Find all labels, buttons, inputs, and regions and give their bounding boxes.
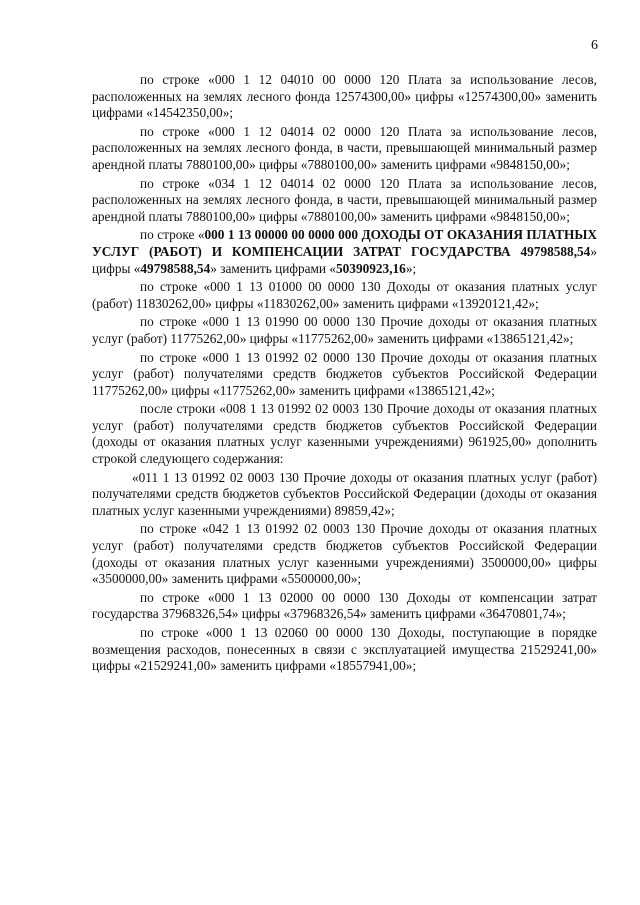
paragraph-7: по строке «000 1 13 01992 02 0000 130 Прочие доходы от оказания платных услуг (работ) получателями средств бюджетов субъектов Российской Федерации 11775262,00» цифры «11775262,00» заменить цифрами «13865121,42»; xyxy=(92,349,597,398)
paragraph-11: по строке «000 1 13 02000 00 0000 130 Доходы от компенсации затрат государства 37968326,54» цифры «37968326,54» заменить цифрами «36470801,74»; xyxy=(92,589,597,622)
paragraph-1: по строке «000 1 12 04010 00 0000 120 Плата за использование лесов, расположенных на землях лесного фонда 12574300,00» цифры «12574300,00» заменить цифрами «14542350,00»; xyxy=(92,72,597,121)
bold-para-title: 000 1 13 00000 00 0000 000 ДОХОДЫ ОТ ОКАЗАНИЯ ПЛАТНЫХ УСЛУГ (РАБОТ) И КОМПЕНСАЦИИ ЗАТРАТ ГОСУДАРСТВА 49798588,54 xyxy=(92,227,597,259)
bold-para-mid-1: » цифры « xyxy=(92,243,597,276)
paragraph-4-bold xyxy=(92,227,597,277)
paragraph-8: после строки «008 1 13 01992 02 0003 130 Прочие доходы от оказания платных услуг (работ) получателями средств бюджетов субъектов Российской Федерации (доходы от оказания платных услуг казенными учреждениями) 961925,00» дополнить строкой следующего содержания: xyxy=(92,401,597,467)
paragraph-6: по строке «000 1 13 01990 00 0000 130 Прочие доходы от оказания платных услуг (работ) 11775262,00» цифры «11775262,00» заменить цифрами «13865121,42»; xyxy=(92,314,597,346)
bold-para-old-value: 49798588,54 xyxy=(140,260,211,276)
bold-para-mid-2: » заменить цифрами « xyxy=(210,260,336,276)
paragraph-5: по строке «000 1 13 01000 00 0000 130 Доходы от оказания платных услуг (работ) 11830262,00» цифры «11830262,00» заменить цифрами «13920121,42»; xyxy=(92,279,597,311)
page-number: 6 xyxy=(591,38,598,53)
paragraph-3: по строке «034 1 12 04014 02 0000 120 Плата за использование лесов, расположенных на землях лесного фонда, в части, превышающей минимальный размер арендной платы 7880100,00» цифры «7880100,00» заменить цифрами «9848150,00»; xyxy=(92,175,597,224)
document-body xyxy=(92,72,597,677)
paragraph-10: по строке «042 1 13 01992 02 0003 130 Прочие доходы от оказания платных услуг (работ) получателями средств бюджетов субъектов Российской Федерации (доходы от оказания платных услуг казенными учреждениями) 3500000,00» цифры «3500000,00» заменить цифрами «5500000,00»; xyxy=(92,521,597,587)
paragraph-12: по строке «000 1 13 02060 00 0000 130 Доходы, поступающие в порядке возмещения расходов, понесенных в связи с эксплуатацией имущества 21529241,00» цифры «21529241,00» заменить цифрами «18557941,00»; xyxy=(92,625,597,674)
paragraph-2: по строке «000 1 12 04014 02 0000 120 Плата за использование лесов, расположенных на землях лесного фонда, в части, превышающей минимальный размер арендной платы 7880100,00» цифры «7880100,00» заменить цифрами «9848150,00»; xyxy=(92,123,597,172)
paragraph-9-quoted: «011 1 13 01992 02 0003 130 Прочие доходы от оказания платных услуг (работ) получателями средств бюджетов субъектов Российской Федерации (доходы от оказания платных услуг казенными учреждениями) 89859,42»; xyxy=(92,469,597,518)
bold-para-new-value: 50390923,16 xyxy=(336,260,406,276)
bold-para-tail: »; xyxy=(405,260,417,276)
bold-para-lead: по строке « xyxy=(140,227,205,243)
